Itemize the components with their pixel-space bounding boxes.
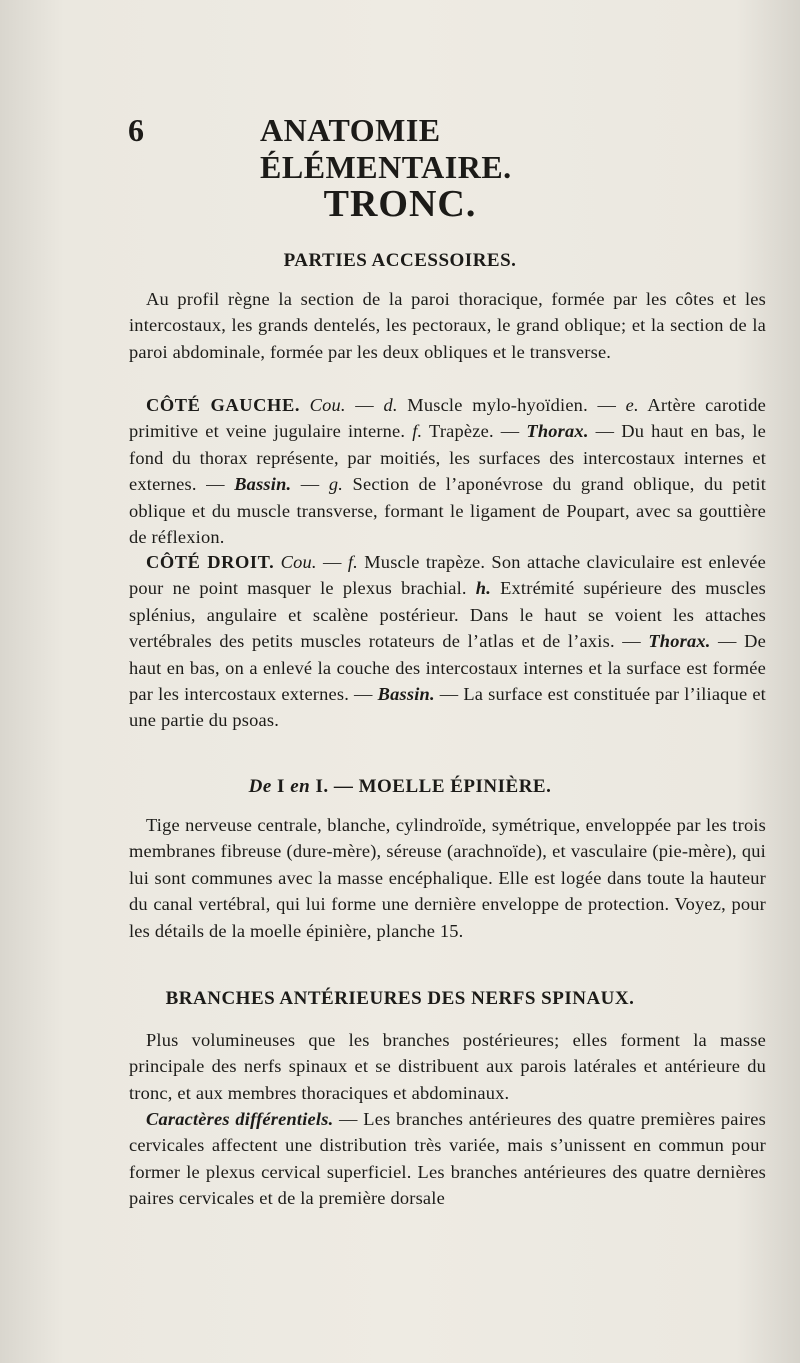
paragraph-cote-droit: [129, 549, 766, 734]
text-run: —: [291, 474, 329, 495]
text-run: Extrémité supérieure des muscles splénius, angulaire et scalène postérieur. Dans le haut se voient les attaches vertébrales des petits muscles rotateurs de l’atlas et de l’axis. —: [129, 578, 766, 652]
paragraph-caracteres: [129, 1106, 766, 1212]
text-run: — Du haut en bas, le fond du thorax représente, par moitiés, les surfaces des intercostaux internes et externes. —: [129, 421, 767, 495]
text-run: — Les branches antérieures des quatre premières paires cervicales affectent une distribution très variée, mais s’unissent en commun pour former le plexus cervical superficiel. Les branches antérieures des quatre dernières paires cervicales et de la première dorsale: [129, 1109, 766, 1209]
region-bassin: Bassin.: [377, 684, 435, 705]
text-run: Muscle trapèze. Son attache claviculaire est enlevée pour ne point masquer le plexus brachial.: [129, 552, 766, 599]
text-run: I. — MOELLE ÉPINIÈRE.: [310, 776, 552, 797]
letter-g: g.: [328, 474, 344, 495]
letter-f: f.: [347, 552, 358, 572]
letter-d: d.: [383, 395, 398, 415]
region-thorax: Thorax.: [526, 421, 589, 442]
text-run: Muscle mylo-hyoïdien. —: [397, 395, 626, 415]
chapter-title: TRONC.: [323, 183, 477, 225]
text-run: I: [271, 776, 291, 797]
page-header: [128, 112, 670, 185]
section-heading-moelle-epiniere: [0, 776, 800, 798]
text-run: — De haut en bas, on a enlevé la couche des intercostaux internes et la surface est formée par les intercostaux externes. —: [129, 631, 766, 705]
letter-e: e.: [625, 395, 639, 415]
label-caracteres-differentiels: Caractères différentiels.: [146, 1109, 334, 1129]
region-cou: Cou.: [309, 395, 346, 415]
section-heading-parties-accessoires: PARTIES ACCESSOIRES.: [283, 250, 517, 271]
label-cote-gauche: CÔTÉ GAUCHE.: [146, 395, 301, 415]
text-run: Trapèze. —: [422, 421, 527, 442]
text-run: — La surface est constituée par l’iliaque et une partie du psoas.: [129, 684, 766, 731]
paragraph-profil: Au profil règne la section de la paroi thoracique, formée par les côtes et les intercostaux, les grands dentelés, les pectoraux, le grand oblique; et la section de la paroi abdominale, formée par les deux obliques et le transverse.: [129, 289, 766, 362]
letter-f: f.: [412, 421, 423, 442]
heading-en: en: [290, 776, 311, 797]
page-number: 6: [128, 112, 144, 148]
text-run: —: [345, 395, 384, 415]
letter-h: h.: [475, 578, 492, 599]
paragraph-cote-gauche: [129, 392, 766, 550]
label-cote-droit: CÔTÉ DROIT.: [146, 552, 275, 572]
section-heading-branches-anterieures: BRANCHES ANTÉRIEURES DES NERFS SPINAUX.: [165, 988, 635, 1009]
text-run: —: [316, 552, 348, 572]
region-thorax: Thorax.: [648, 631, 711, 652]
text-run: Artère carotide primitive et veine jugulaire interne.: [129, 395, 766, 442]
heading-de: De: [248, 776, 272, 797]
text-run: Section de l’aponévrose du grand oblique, du petit oblique et du muscle transverse, formant le ligament de Poupart, avec sa gouttière de réflexion.: [129, 474, 766, 548]
paragraph-moelle: Tige nerveuse centrale, blanche, cylindroïde, symétrique, enveloppée par les trois membranes fibreuse (dure-mère), séreuse (arachnoïde), et vasculaire (pie-mère), qui lui sont communes avec la masse encéphalique. Elle est logée dans toute la hauteur du canal vertébral, qui lui forme une dernière enveloppe de protection. Voyez, pour les détails de la moelle épinière, planche 15.: [129, 815, 766, 941]
region-cou: Cou.: [280, 552, 317, 572]
running-title: ANATOMIE ÉLÉMENTAIRE.: [260, 112, 512, 185]
region-bassin: Bassin.: [234, 474, 292, 495]
paragraph-branches: Plus volumineuses que les branches postérieures; elles forment la masse principale des nerfs spinaux et se distribuent aux parois latérales et antérieure du tronc, et aux membres thoraciques et abdominaux.: [129, 1030, 766, 1103]
